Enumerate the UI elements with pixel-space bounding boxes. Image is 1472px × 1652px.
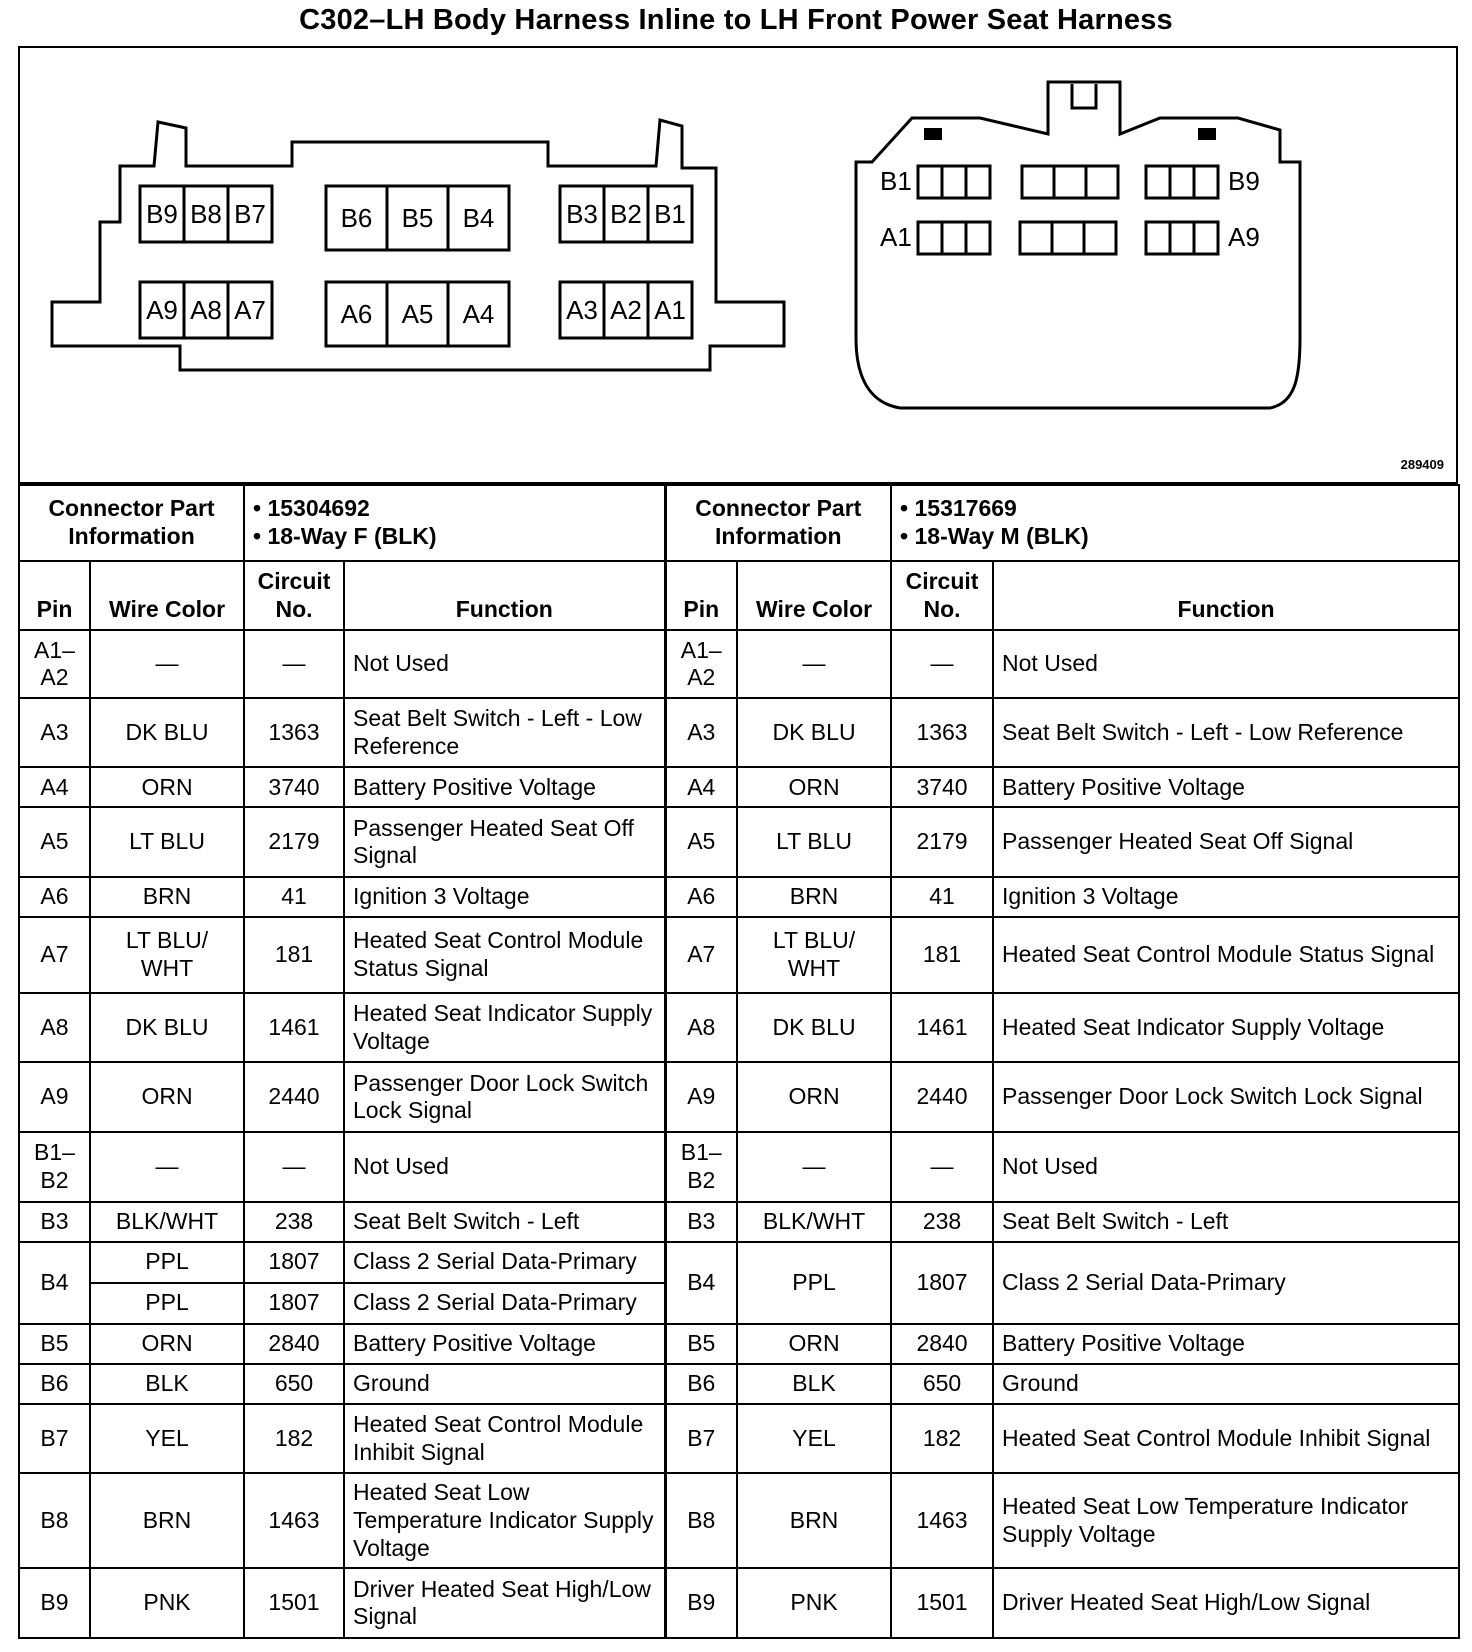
wire-color-cell: —	[90, 1132, 244, 1202]
function-cell: Heated Seat Control Module Inhibit Signal	[993, 1404, 1459, 1474]
function-cell: Ground	[344, 1364, 665, 1404]
function-cell: Not Used	[344, 630, 665, 697]
circuit-cell: 182	[244, 1404, 344, 1474]
female-cavity-label: B2	[610, 199, 642, 229]
wire-color-cell: BLK	[90, 1364, 244, 1404]
function-cell: Not Used	[344, 1132, 665, 1202]
male-cavity	[966, 222, 990, 254]
function-cell: Passenger Heated Seat Off Signal	[993, 807, 1459, 877]
pin-cell: B4	[665, 1242, 737, 1324]
function-cell: Seat Belt Switch - Left - Low Reference	[344, 698, 665, 768]
pin-cell: B7	[665, 1404, 737, 1474]
wire-color-cell: ORN	[90, 1324, 244, 1364]
female-cavity-label: B9	[146, 199, 178, 229]
latch-mark-left	[924, 128, 942, 140]
circuit-cell: 2840	[244, 1324, 344, 1364]
function-cell: Heated Seat Indicator Supply Voltage	[993, 993, 1459, 1063]
left-part-info	[244, 485, 665, 561]
pin-cell: B3	[665, 1202, 737, 1242]
male-cavity	[1052, 222, 1084, 254]
pin-cell: B9	[665, 1568, 737, 1638]
pin-cell: B8	[19, 1473, 90, 1568]
function-cell: Battery Positive Voltage	[344, 767, 665, 807]
pin-cell: A9	[19, 1062, 90, 1132]
circuit-cell: 181	[891, 917, 993, 993]
pin-cell: B6	[19, 1364, 90, 1404]
male-cavity	[1084, 222, 1116, 254]
right-header-pin: Pin	[665, 561, 737, 631]
male-cavity	[1170, 166, 1194, 198]
left-header-circuit: Circuit No.	[244, 561, 344, 631]
circuit-cell: —	[244, 630, 344, 697]
table-row	[19, 767, 1459, 807]
pin-cell: B5	[665, 1324, 737, 1364]
connector-diagram	[18, 46, 1458, 484]
pin-cell: A5	[665, 807, 737, 877]
function-cell: Passenger Door Lock Switch Lock Signal	[344, 1062, 665, 1132]
wire-color-cell: PPL	[737, 1242, 891, 1324]
circuit-cell: —	[244, 1132, 344, 1202]
table-row	[19, 807, 1459, 877]
circuit-cell: 2840	[891, 1324, 993, 1364]
female-cavity-label: B4	[462, 203, 495, 233]
right-part-number: • 15317669	[900, 495, 1450, 523]
male-cavity	[1170, 222, 1194, 254]
circuit-cell: 182	[891, 1404, 993, 1474]
pin-cell: A6	[665, 877, 737, 917]
circuit-cell: 1807	[244, 1283, 344, 1324]
female-cavity-label: A7	[234, 295, 266, 325]
function-cell: Seat Belt Switch - Left	[344, 1202, 665, 1242]
table-row	[19, 1132, 1459, 1202]
wire-color-cell: PNK	[90, 1568, 244, 1638]
function-cell: Battery Positive Voltage	[344, 1324, 665, 1364]
male-cavity	[1194, 166, 1218, 198]
female-cavity-label: B3	[566, 199, 598, 229]
right-header-circuit: Circuit No.	[891, 561, 993, 631]
circuit-cell: 3740	[891, 767, 993, 807]
function-cell: Ignition 3 Voltage	[344, 877, 665, 917]
wire-color-cell: ORN	[737, 1324, 891, 1364]
left-part-desc: • 18-Way F (BLK)	[253, 523, 656, 551]
pin-cell: B3	[19, 1202, 90, 1242]
circuit-cell: 41	[244, 877, 344, 917]
female-cavity-label: A9	[146, 295, 178, 325]
pin-cell: B4	[19, 1242, 90, 1324]
female-connector-outline	[52, 120, 784, 370]
wire-color-cell: ORN	[737, 1062, 891, 1132]
circuit-cell: 650	[891, 1364, 993, 1404]
circuit-cell: 2179	[244, 807, 344, 877]
male-cavity	[942, 166, 966, 198]
function-cell: Heated Seat Low Temperature Indicator Supply Voltage	[993, 1473, 1459, 1568]
wire-color-cell: ORN	[737, 767, 891, 807]
wire-color-cell: DK BLU	[737, 698, 891, 768]
male-cavity	[1086, 166, 1118, 198]
pin-cell: B1–B2	[665, 1132, 737, 1202]
wire-color-cell: —	[737, 1132, 891, 1202]
function-cell: Ground	[993, 1364, 1459, 1404]
table-row	[19, 1324, 1459, 1364]
female-cavity-label: A1	[654, 295, 686, 325]
female-cavity-label: A4	[462, 299, 495, 329]
female-cavity-label: A8	[190, 295, 222, 325]
table-row	[19, 1404, 1459, 1474]
wire-color-cell: PPL	[90, 1283, 244, 1324]
circuit-cell: —	[891, 630, 993, 697]
column-header-row	[19, 561, 1459, 631]
wire-color-cell: —	[90, 630, 244, 697]
circuit-cell: 1363	[891, 698, 993, 768]
circuit-cell: 1463	[891, 1473, 993, 1568]
connector-info-row	[19, 485, 1459, 561]
pin-cell: B6	[665, 1364, 737, 1404]
table-row	[19, 877, 1459, 917]
wire-color-cell: DK BLU	[737, 993, 891, 1063]
circuit-cell: 1461	[891, 993, 993, 1063]
circuit-cell: 238	[244, 1202, 344, 1242]
pin-cell: B9	[19, 1568, 90, 1638]
function-cell: Not Used	[993, 630, 1459, 697]
circuit-cell: 238	[891, 1202, 993, 1242]
circuit-cell: 2440	[891, 1062, 993, 1132]
pin-cell: A5	[19, 807, 90, 877]
circuit-cell: 2440	[244, 1062, 344, 1132]
circuit-cell: 1363	[244, 698, 344, 768]
page-title: C302–LH Body Harness Inline to LH Front Power Seat Harness	[299, 4, 1173, 36]
table-row	[19, 1568, 1459, 1638]
table-row	[19, 1364, 1459, 1404]
function-cell: Class 2 Serial Data-Primary	[344, 1242, 665, 1283]
right-part-info	[891, 485, 1459, 561]
circuit-cell: 1807	[244, 1242, 344, 1283]
right-part-desc: • 18-Way M (BLK)	[900, 523, 1450, 551]
wire-color-cell: ORN	[90, 1062, 244, 1132]
male-cavity	[1194, 222, 1218, 254]
table-row	[19, 1473, 1459, 1568]
pin-cell: A4	[19, 767, 90, 807]
function-cell: Driver Heated Seat High/Low Signal	[993, 1568, 1459, 1638]
female-cavity-label: A5	[401, 299, 434, 329]
circuit-cell: 1461	[244, 993, 344, 1063]
table-row	[19, 1062, 1459, 1132]
left-header-wire: Wire Color	[90, 561, 244, 631]
wire-color-cell: YEL	[737, 1404, 891, 1474]
pin-cell: A4	[665, 767, 737, 807]
wire-color-cell: PNK	[737, 1568, 891, 1638]
function-cell: Seat Belt Switch - Left - Low Reference	[993, 698, 1459, 768]
male-label-b1: B1	[880, 166, 912, 196]
female-cavity-label: B6	[340, 203, 373, 233]
female-cavity-label: B5	[401, 203, 434, 233]
male-label-b9: B9	[1228, 166, 1260, 196]
wire-color-cell: BLK	[737, 1364, 891, 1404]
pin-cell: A1–A2	[665, 630, 737, 697]
left-header-function: Function	[344, 561, 665, 631]
wire-color-cell: BLK/WHT	[90, 1202, 244, 1242]
pin-cell: B5	[19, 1324, 90, 1364]
pin-cell: A3	[665, 698, 737, 768]
pin-cell: A7	[665, 917, 737, 993]
female-cavity-label: B7	[234, 199, 266, 229]
table-row	[19, 917, 1459, 993]
pin-cell: B1–B2	[19, 1132, 90, 1202]
pin-cell: B8	[665, 1473, 737, 1568]
wire-color-cell: LT BLU/ WHT	[737, 917, 891, 993]
function-cell: Passenger Heated Seat Off Signal	[344, 807, 665, 877]
female-cavity-label: A6	[340, 299, 373, 329]
pin-cell: A9	[665, 1062, 737, 1132]
wire-color-cell: LT BLU	[90, 807, 244, 877]
wire-color-cell: LT BLU	[737, 807, 891, 877]
female-cavity-label: B8	[190, 199, 222, 229]
male-cavity	[1146, 166, 1170, 198]
male-cavity	[918, 166, 942, 198]
wire-color-cell: BRN	[737, 877, 891, 917]
function-cell: Class 2 Serial Data-Primary	[993, 1242, 1459, 1324]
function-cell: Passenger Door Lock Switch Lock Signal	[993, 1062, 1459, 1132]
circuit-cell: —	[891, 1132, 993, 1202]
male-label-a1: A1	[880, 222, 912, 252]
table-row	[19, 1202, 1459, 1242]
table-row	[19, 1242, 1459, 1283]
wire-color-cell: —	[737, 630, 891, 697]
function-cell: Heated Seat Indicator Supply Voltage	[344, 993, 665, 1063]
circuit-cell: 181	[244, 917, 344, 993]
connector-drawing	[20, 48, 1456, 482]
female-cavity-label: B1	[654, 199, 686, 229]
function-cell: Battery Positive Voltage	[993, 1324, 1459, 1364]
table-row	[19, 993, 1459, 1063]
function-cell: Not Used	[993, 1132, 1459, 1202]
pin-cell: A1–A2	[19, 630, 90, 697]
circuit-cell: 2179	[891, 807, 993, 877]
function-cell: Heated Seat Low Temperature Indicator Supply Voltage	[344, 1473, 665, 1568]
function-cell: Battery Positive Voltage	[993, 767, 1459, 807]
male-cavity	[1022, 166, 1054, 198]
pin-cell: A6	[19, 877, 90, 917]
circuit-cell: 3740	[244, 767, 344, 807]
circuit-cell: 650	[244, 1364, 344, 1404]
circuit-cell: 1501	[891, 1568, 993, 1638]
table-row	[19, 630, 1459, 697]
function-cell: Heated Seat Control Module Inhibit Signal	[344, 1404, 665, 1474]
circuit-cell: 41	[891, 877, 993, 917]
function-cell: Driver Heated Seat High/Low Signal	[344, 1568, 665, 1638]
function-cell: Class 2 Serial Data-Primary	[344, 1283, 665, 1324]
pin-cell: B7	[19, 1404, 90, 1474]
wire-color-cell: ORN	[90, 767, 244, 807]
right-header-function: Function	[993, 561, 1459, 631]
pin-cell: A7	[19, 917, 90, 993]
male-cavity	[966, 166, 990, 198]
left-part-number: • 15304692	[253, 495, 656, 523]
wire-color-cell: DK BLU	[90, 993, 244, 1063]
circuit-cell: 1501	[244, 1568, 344, 1638]
wire-color-cell: BRN	[90, 1473, 244, 1568]
male-cavity	[1020, 222, 1052, 254]
circuit-cell: 1807	[891, 1242, 993, 1324]
function-cell: Ignition 3 Voltage	[993, 877, 1459, 917]
pin-cell: A8	[19, 993, 90, 1063]
latch-mark-right	[1198, 128, 1216, 140]
wire-color-cell: YEL	[90, 1404, 244, 1474]
wire-color-cell: PPL	[90, 1242, 244, 1283]
wire-color-cell: LT BLU/ WHT	[90, 917, 244, 993]
pin-cell: A3	[19, 698, 90, 768]
wire-color-cell: DK BLU	[90, 698, 244, 768]
left-header-pin: Pin	[19, 561, 90, 631]
function-cell: Seat Belt Switch - Left	[993, 1202, 1459, 1242]
female-cavity-label: A3	[566, 295, 598, 325]
pinout-table	[18, 484, 1460, 1639]
male-cavity	[942, 222, 966, 254]
circuit-cell: 1463	[244, 1473, 344, 1568]
pin-cell: A8	[665, 993, 737, 1063]
male-cavity	[918, 222, 942, 254]
wire-color-cell: BRN	[737, 1473, 891, 1568]
function-cell: Heated Seat Control Module Status Signal	[993, 917, 1459, 993]
table-row	[19, 698, 1459, 768]
wire-color-cell: BRN	[90, 877, 244, 917]
male-cavity	[1146, 222, 1170, 254]
male-label-a9: A9	[1228, 222, 1260, 252]
male-cavity	[1054, 166, 1086, 198]
wire-color-cell: BLK/WHT	[737, 1202, 891, 1242]
figure-id: 289409	[1400, 457, 1444, 472]
function-cell: Heated Seat Control Module Status Signal	[344, 917, 665, 993]
left-info-label: Connector Part Information	[19, 485, 244, 561]
right-header-wire: Wire Color	[737, 561, 891, 631]
right-info-label: Connector Part Information	[665, 485, 891, 561]
female-cavity-label: A2	[610, 295, 642, 325]
